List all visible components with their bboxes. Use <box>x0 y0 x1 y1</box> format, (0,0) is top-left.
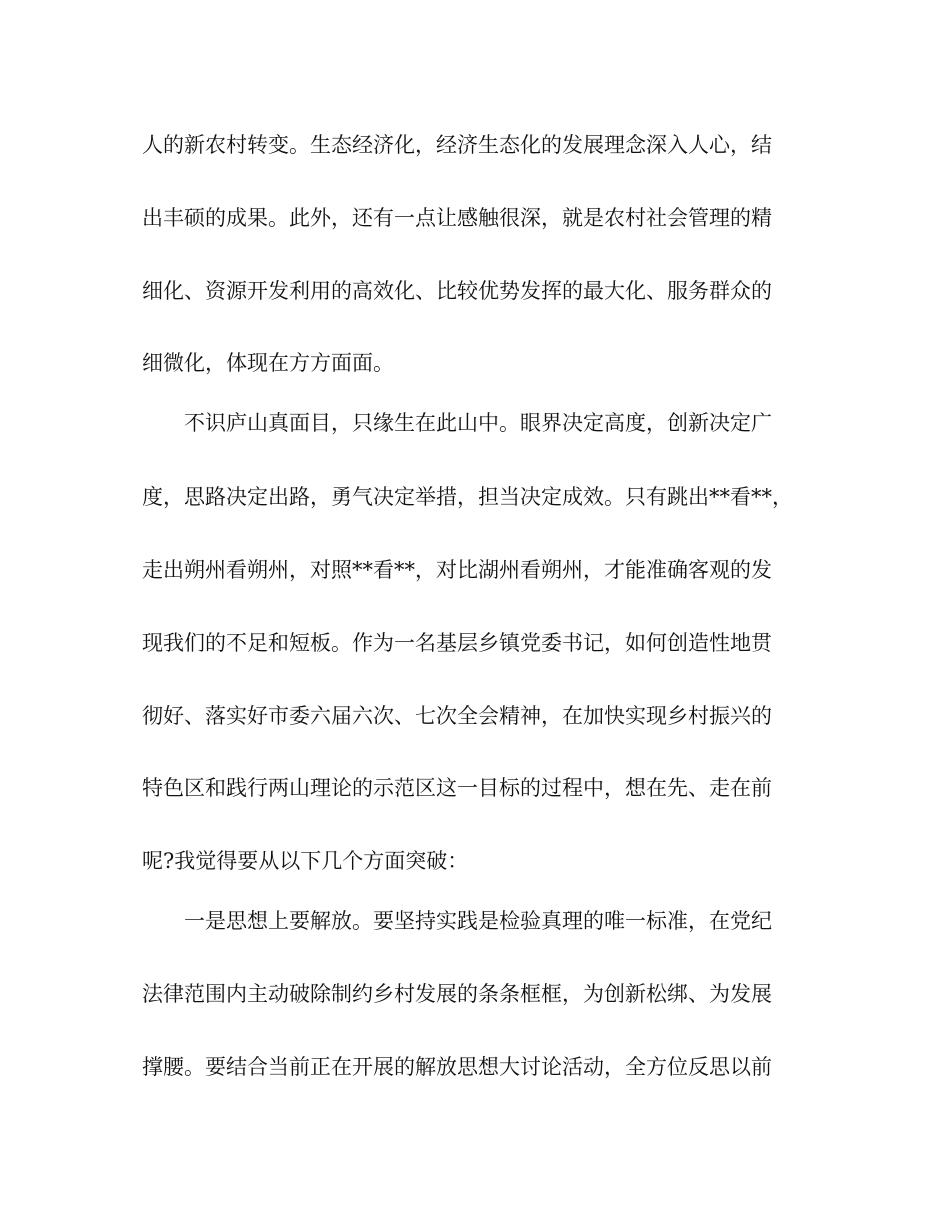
text-line: 撑腰。要结合当前正在开展的解放思想大讨论活动，全方位反思以前 <box>142 1055 772 1079</box>
paragraph-first-line: 不识庐山真面目，只缘生在此山中。眼界决定高度，创新决定广 <box>184 411 772 435</box>
paragraph-first-line: 一是思想上要解放。要坚持实践是检验真理的唯一标准，在党纪 <box>184 909 772 933</box>
text-line: 呢?我觉得要从以下几个方面突破： <box>142 849 469 873</box>
text-line: 法律范围内主动破除制约乡村发展的条条框框，为创新松绑、为发展 <box>142 982 772 1006</box>
text-line: 出丰硕的成果。此外，还有一点让感触很深，就是农村社会管理的精 <box>142 206 772 230</box>
text-line: 走出朔州看朔州，对照**看**，对比湖州看朔州，才能准确客观的发 <box>142 558 772 582</box>
text-line: 彻好、落实好市委六届六次、七次全会精神，在加快实现乡村振兴的 <box>142 704 772 728</box>
text-line: 现我们的不足和短板。作为一名基层乡镇党委书记，如何创造性地贯 <box>142 631 772 655</box>
text-line: 细化、资源开发利用的高效化、比较优势发挥的最大化、服务群众的 <box>142 279 772 303</box>
text-line: 特色区和践行两山理论的示范区这一目标的过程中，想在先、走在前 <box>142 776 772 800</box>
text-line: 人的新农村转变。生态经济化，经济生态化的发展理念深入人心，结 <box>142 133 772 157</box>
text-line: 度，思路决定出路，勇气决定举措，担当决定成效。只有跳出**看**， <box>142 485 793 509</box>
text-line: 细微化，体现在方方面面。 <box>142 351 394 375</box>
